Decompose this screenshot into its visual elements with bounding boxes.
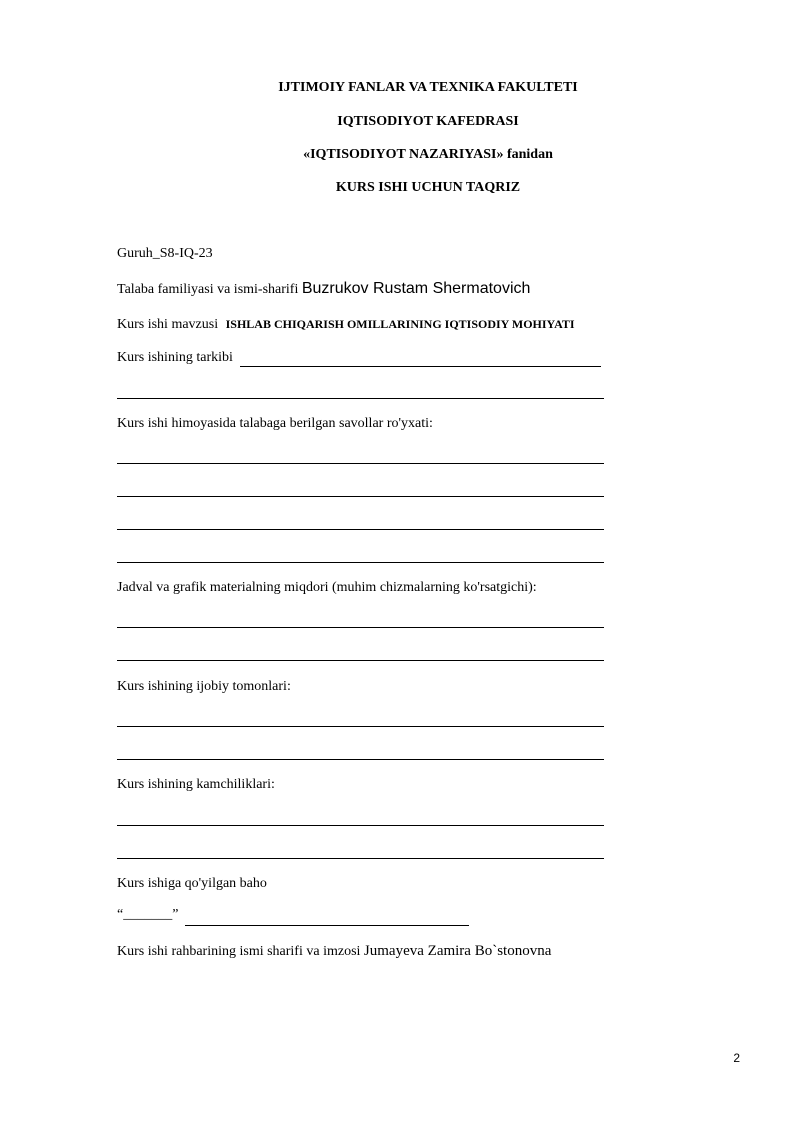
student-name: Buzrukov Rustam Shermatovich	[301, 280, 531, 297]
supervisor-label: Kurs ishi rahbarining ismi sharifi va imzosi	[117, 944, 361, 959]
student-row	[117, 280, 530, 298]
topic-label: Kurs ishi mavzusi	[117, 317, 219, 332]
supervisor-name: Jumayeva Zamira Bo`stonovna	[363, 943, 552, 959]
document-title: KURS ISHI UCHUN TAQRIZ	[335, 180, 521, 195]
blank-line	[117, 759, 604, 760]
blank-line	[117, 463, 604, 464]
student-label: Talaba familiyasi va ismi-sharifi	[117, 282, 299, 297]
blank-line	[117, 660, 604, 661]
blank-line	[117, 825, 604, 826]
blank-line	[117, 529, 604, 530]
group-field: Guruh_S8-IQ-23	[117, 246, 213, 261]
blank-line	[117, 496, 604, 497]
topic-value: ISHLAB CHIQARISH OMILLARINING IQTISODIY MOHIYATI	[225, 317, 575, 331]
department-heading: IQTISODIYOT KAFEDRASI	[337, 114, 519, 129]
supervisor-row	[117, 943, 551, 960]
structure-label: Kurs ishining tarkibi	[117, 350, 233, 365]
structure-blank-line	[240, 366, 601, 367]
page-number: 2	[733, 1051, 740, 1065]
tables-label: Jadval va grafik materialning miqdori (muhim chizmalarning ko'rsatgichi):	[117, 580, 537, 595]
grade-label: Kurs ishiga qo'yilgan baho	[117, 876, 267, 891]
grade-quotes: “_______”	[117, 907, 179, 922]
blank-line	[117, 726, 604, 727]
shortcomings-label: Kurs ishining kamchiliklari:	[117, 777, 275, 792]
positives-label: Kurs ishining ijobiy tomonlari:	[117, 679, 291, 694]
blank-line	[117, 627, 604, 628]
blank-line	[117, 398, 604, 399]
blank-line	[117, 858, 604, 859]
subject-heading: «IQTISODIYOT NAZARIYASI» fanidan	[303, 147, 553, 162]
questions-label: Kurs ishi himoyasida talabaga berilgan savollar ro'yxati:	[117, 416, 433, 431]
blank-line	[117, 562, 604, 563]
faculty-heading: IJTIMOIY FANLAR VA TEXNIKA FAKULTETI	[278, 80, 578, 95]
topic-row	[117, 317, 575, 333]
grade-blank-line	[185, 925, 469, 926]
